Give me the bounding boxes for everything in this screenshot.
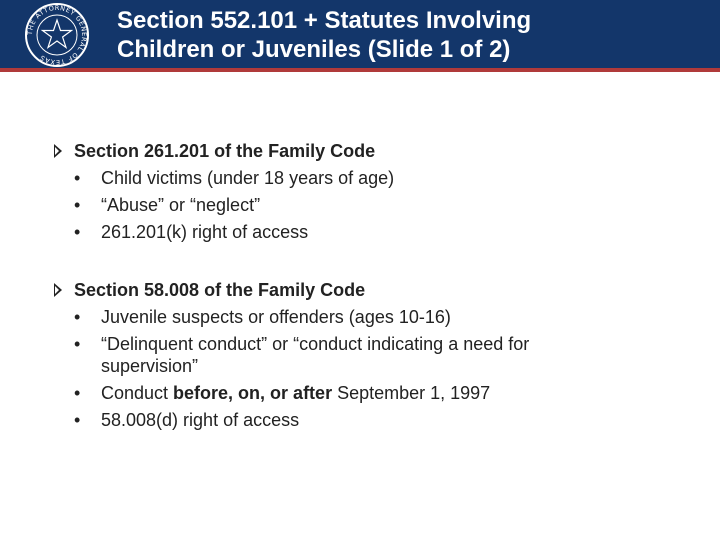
list-item bbox=[54, 167, 654, 189]
bullet-dot-icon: • bbox=[74, 334, 81, 354]
texas-attorney-general-seal-icon bbox=[24, 2, 90, 68]
bullet-dot-icon: • bbox=[74, 168, 81, 188]
bullet-dot-icon: • bbox=[74, 410, 81, 430]
section-list bbox=[54, 306, 674, 431]
list-item bbox=[54, 409, 654, 431]
bullet-dot-icon: • bbox=[74, 195, 81, 215]
list-item-text: Child victims (under 18 years of age) bbox=[101, 168, 395, 188]
section-heading bbox=[54, 279, 674, 301]
section-heading bbox=[54, 140, 674, 162]
header-accent-stripe bbox=[0, 68, 720, 72]
list-item-text: Juvenile suspects or offenders (ages 10-16) bbox=[101, 307, 451, 327]
arrow-bullet-icon bbox=[54, 144, 62, 158]
section-family-code-261 bbox=[54, 140, 674, 248]
slide-title-line-2: Children or Juveniles (Slide 1 of 2) bbox=[117, 36, 511, 63]
bullet-dot-icon: • bbox=[74, 307, 81, 327]
bullet-dot-icon: • bbox=[74, 383, 81, 403]
list-item bbox=[54, 382, 654, 404]
list-item-text: 58.008(d) right of access bbox=[101, 410, 300, 430]
bullet-dot-icon: • bbox=[74, 222, 81, 242]
slide-title-line-1: Section 552.101 + Statutes Involving bbox=[117, 7, 532, 34]
section-family-code-58 bbox=[54, 279, 674, 436]
section-heading-text: Section 58.008 of the Family Code bbox=[74, 280, 366, 300]
list-item-text: “Delinquent conduct” or “conduct indicating a need for supervision” bbox=[101, 334, 530, 376]
list-item bbox=[54, 221, 654, 243]
slide-title bbox=[117, 6, 707, 64]
section-heading-text: Section 261.201 of the Family Code bbox=[74, 141, 376, 161]
list-item bbox=[54, 194, 654, 216]
seal-text: THE ATTORNEY GENERAL OF TEXAS bbox=[25, 3, 89, 67]
list-item-text: “Abuse” or “neglect” bbox=[101, 195, 261, 215]
slide-header bbox=[0, 0, 720, 72]
list-item-text: 261.201(k) right of access bbox=[101, 222, 309, 242]
arrow-bullet-icon bbox=[54, 283, 62, 297]
list-item-text-emphasis: before, on, or after bbox=[173, 383, 333, 403]
list-item bbox=[54, 306, 654, 328]
section-list bbox=[54, 167, 674, 243]
list-item-text-prefix: Conduct bbox=[101, 383, 174, 403]
list-item-text-suffix: September 1, 1997 bbox=[332, 383, 491, 403]
list-item bbox=[54, 333, 624, 377]
